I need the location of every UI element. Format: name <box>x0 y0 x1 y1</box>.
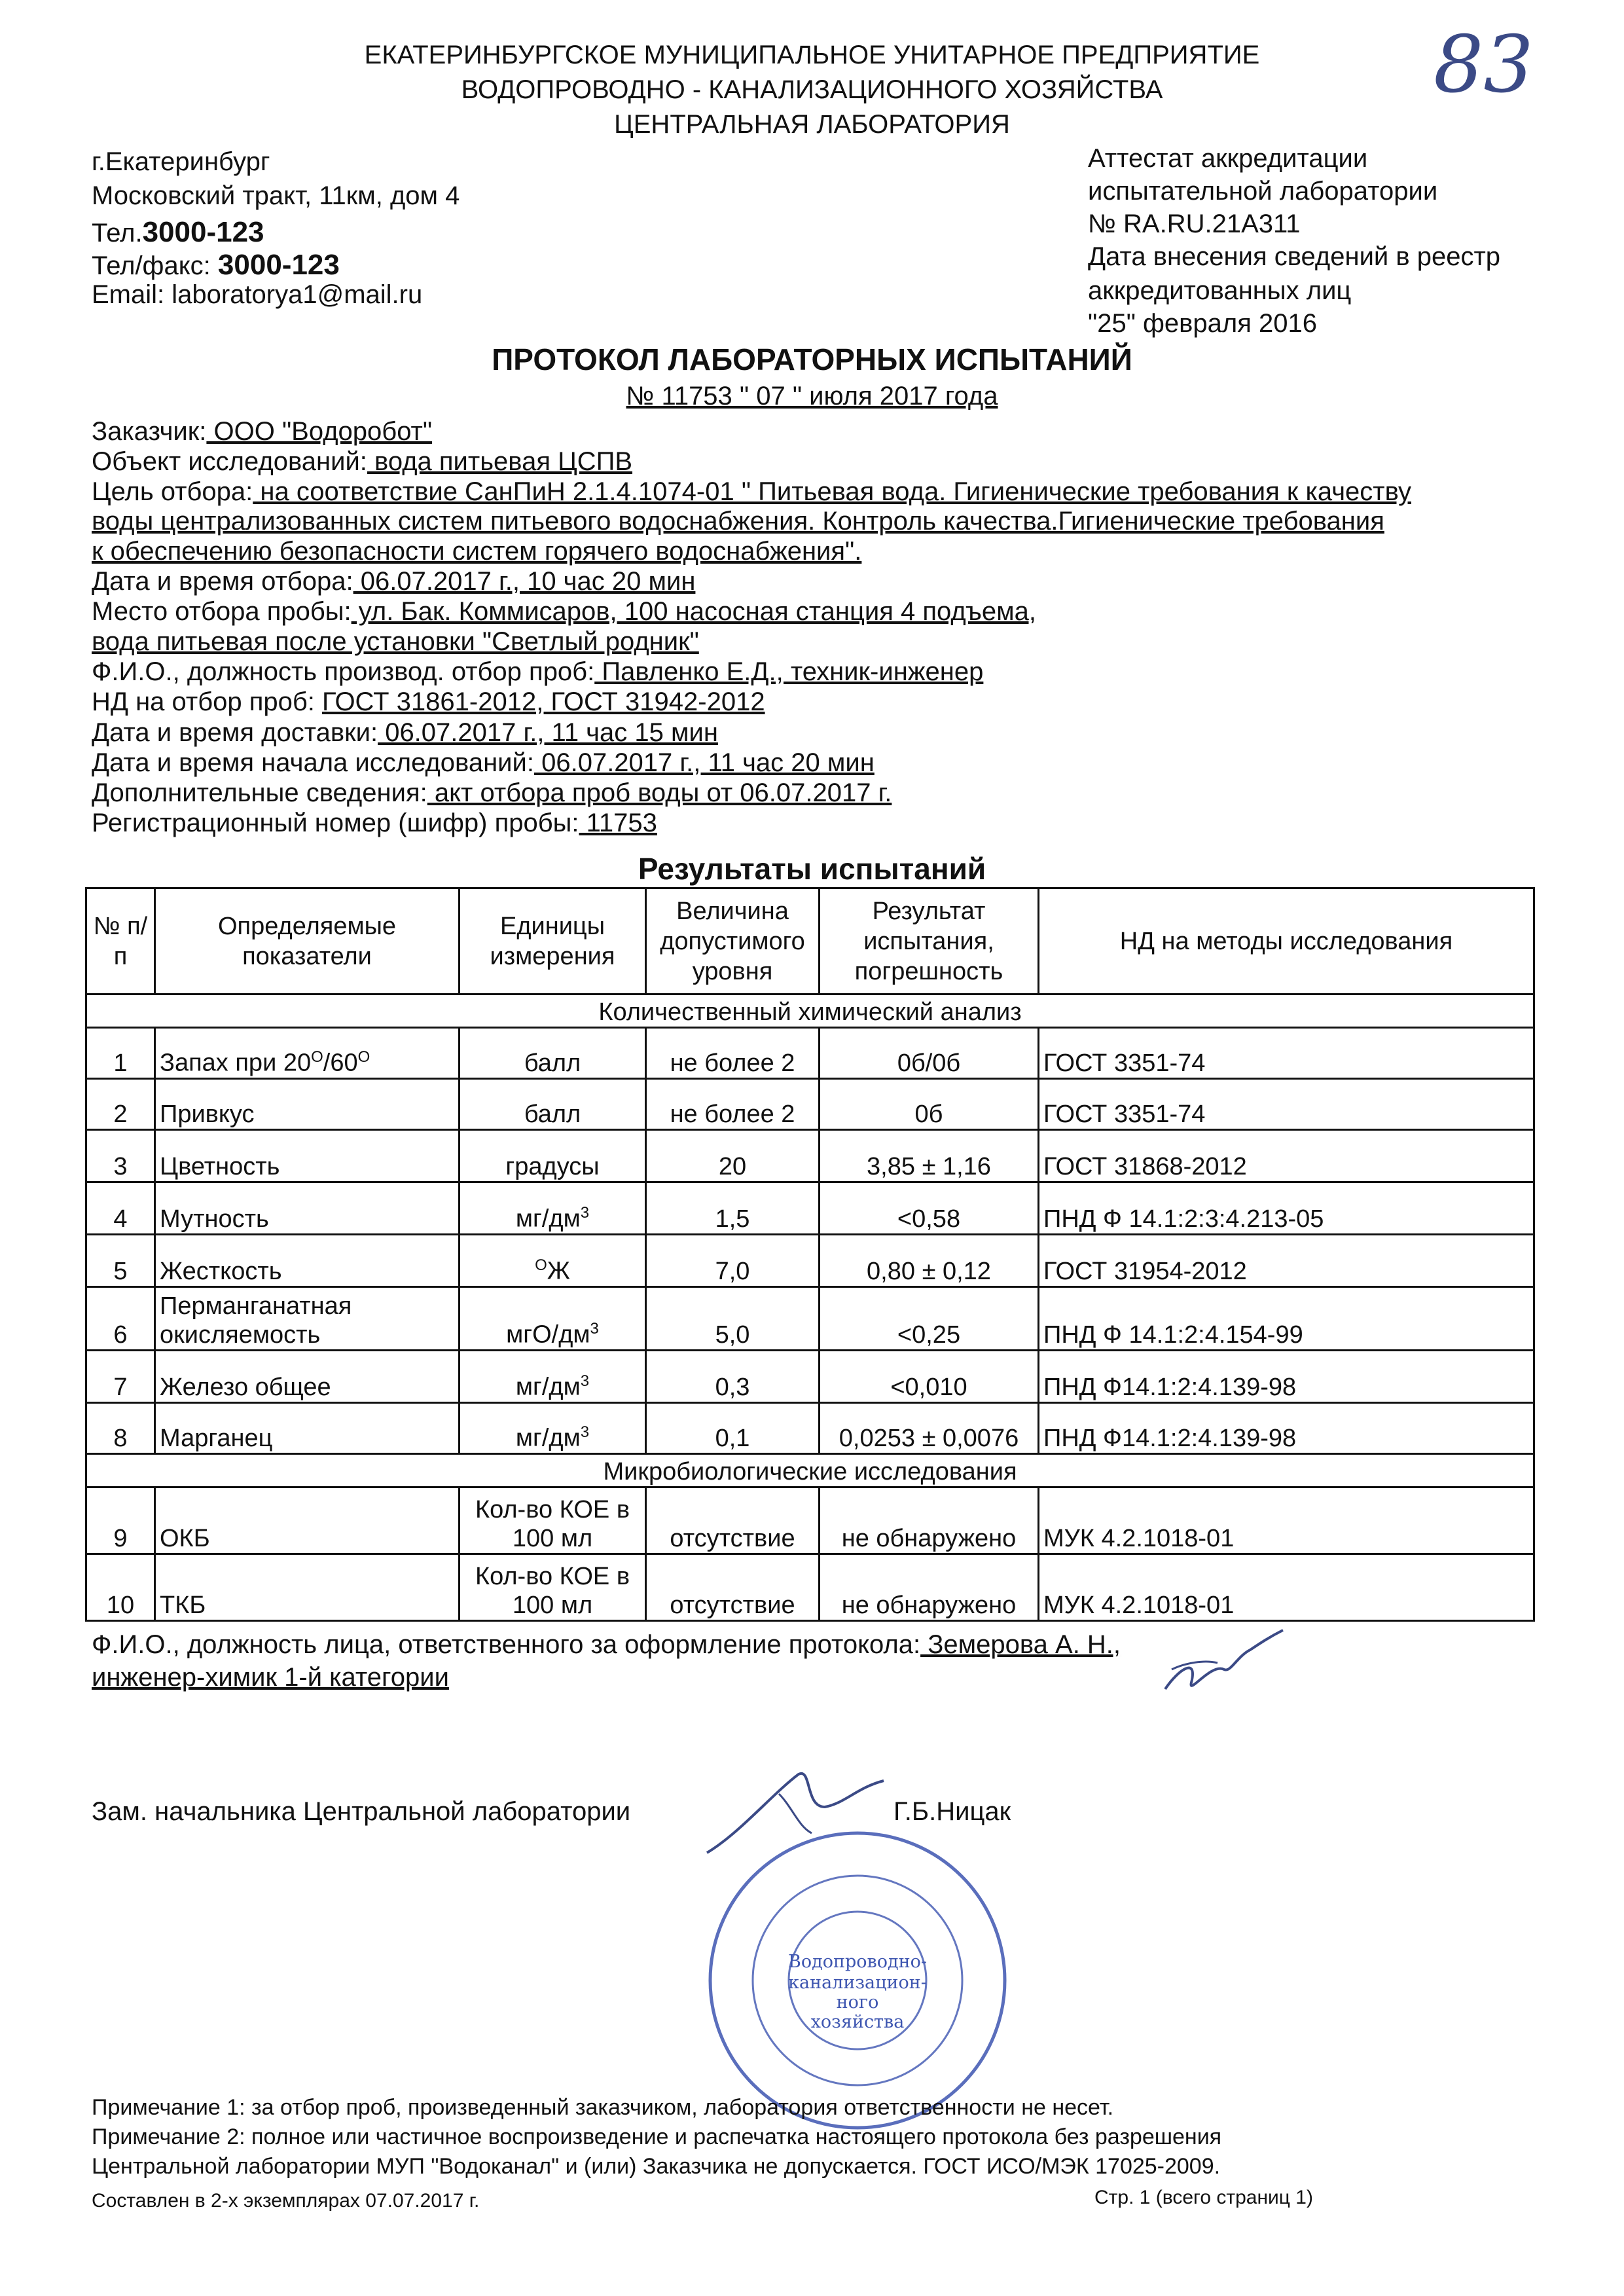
row-result: 0б <box>820 1079 1039 1130</box>
purpose-value-3: к обеспечению безопасности систем горячего водоснабжения". <box>92 537 862 566</box>
organization-stamp <box>704 1827 1011 2134</box>
row-result: 0,0253 ± 0,0076 <box>820 1403 1039 1454</box>
results-table <box>85 887 1535 1622</box>
object-row <box>92 447 632 477</box>
row-limit: отсутствие <box>646 1487 820 1554</box>
row-method: ПНД Ф14.1:2:4.139-98 <box>1039 1351 1534 1403</box>
copies-note: Составлен в 2-х экземплярах 07.07.2017 г. <box>92 2190 480 2212</box>
row-num: 1 <box>86 1028 155 1079</box>
nd-label: НД на отбор проб: <box>92 687 323 716</box>
row-name: Мутность <box>155 1182 460 1235</box>
accreditation-6: "25" февраля 2016 <box>1088 309 1317 338</box>
email: Email: laboratorya1@mail.ru <box>92 280 423 309</box>
row-name: Привкус <box>155 1079 460 1130</box>
row-result: 3,85 ± 1,16 <box>820 1130 1039 1182</box>
row-num: 7 <box>86 1351 155 1403</box>
org-line1: ЕКАТЕРИНБУРГСКОЕ МУНИЦИПАЛЬНОЕ УНИТАРНОЕ ПРЕДПРИЯТИЕ <box>364 41 1260 69</box>
header-num: № п/п <box>86 888 155 994</box>
sampling-label: Дата и время отбора: <box>92 567 353 596</box>
row-name: ТКБ <box>155 1554 460 1621</box>
section-micro-label: Микробиологические исследования <box>86 1454 1534 1487</box>
start-row <box>92 748 875 778</box>
table-row <box>86 1487 1534 1554</box>
accreditation-3: № RA.RU.21A311 <box>1088 210 1301 238</box>
fax-row <box>92 249 340 282</box>
row-unit: Кол-во КОЕ в 100 мл <box>460 1487 646 1554</box>
responsible-name: Земерова А. Н., <box>920 1630 1121 1659</box>
row-limit: 1,5 <box>646 1182 820 1235</box>
nd-value: ГОСТ 31861-2012, ГОСТ 31942-2012 <box>322 687 765 716</box>
section-chemical <box>86 994 1534 1028</box>
row-num: 10 <box>86 1554 155 1621</box>
row-unit: Кол-во КОЕ в 100 мл <box>460 1554 646 1621</box>
header-result: Результат испытания, погрешность <box>820 888 1039 994</box>
reg-label: Регистрационный номер (шифр) пробы: <box>92 809 579 837</box>
place-label: Место отбора пробы: <box>92 597 352 626</box>
row-num: 3 <box>86 1130 155 1182</box>
row-limit: 7,0 <box>646 1235 820 1287</box>
row-method: ГОСТ 31954-2012 <box>1039 1235 1534 1287</box>
row-result: <0,58 <box>820 1182 1039 1235</box>
accreditation-4: Дата внесения сведений в реестр <box>1088 242 1501 271</box>
row-unit: мгО/$дм^3$ <box>460 1287 646 1351</box>
svg-text:канализацион-: канализацион- <box>788 1973 927 1993</box>
phone-row <box>92 216 264 249</box>
row-result: 0,80 ± 0,12 <box>820 1235 1039 1287</box>
header-limit: Величина допустимого уровня <box>646 888 820 994</box>
nd-row <box>92 687 765 717</box>
row-method: МУК 4.2.1018-01 <box>1039 1487 1534 1554</box>
reg-row <box>92 809 657 838</box>
row-unit: балл <box>460 1028 646 1079</box>
object-value: вода питьевая ЦСПВ <box>367 447 633 476</box>
row-unit: $^О$Ж <box>460 1235 646 1287</box>
table-row <box>86 1182 1534 1235</box>
row-limit: 20 <box>646 1130 820 1182</box>
protocol-number: № 11753 " 07 " июля 2017 года <box>626 382 998 410</box>
customer-label: Заказчик: <box>92 417 207 446</box>
row-limit: 5,0 <box>646 1287 820 1351</box>
place-value-2: вода питьевая после установки "Светлый родник" <box>92 627 699 656</box>
row-name: Перманганатная окисляемость <box>155 1287 460 1351</box>
row-num: 5 <box>86 1235 155 1287</box>
row-name: Жесткость <box>155 1235 460 1287</box>
signature-responsible <box>1152 1624 1296 1709</box>
row-unit: градусы <box>460 1130 646 1182</box>
row-name: Цветность <box>155 1130 460 1182</box>
delivery-value: 06.07.2017 г., 11 час 15 мин <box>378 718 718 747</box>
header-indicator: Определяемые показатели <box>155 888 460 994</box>
extra-value: акт отбора проб воды от 06.07.2017 г. <box>427 778 892 807</box>
row-limit: не более 2 <box>646 1028 820 1079</box>
fax-label: Тел/факс: <box>92 251 211 280</box>
row-name: Запах при $20^О/60^О$ <box>155 1028 460 1079</box>
table-row <box>86 1235 1534 1287</box>
deputy-name: Г.Б.Ницак <box>893 1797 1011 1826</box>
row-unit: $мг/дм^3$ <box>460 1182 646 1235</box>
object-label: Объект исследований: <box>92 447 367 476</box>
row-method: ГОСТ 31868-2012 <box>1039 1130 1534 1182</box>
purpose-label: Цель отбора: <box>92 477 253 506</box>
note-2: Примечание 2: полное или частичное воспроизведение и распечатка настоящего протокола без разрешения <box>92 2124 1222 2149</box>
org-line2: ВОДОПРОВОДНО - КАНАЛИЗАЦИОННОГО ХОЗЯЙСТВА <box>461 75 1163 104</box>
row-num: 2 <box>86 1079 155 1130</box>
row-result: 0б/0б <box>820 1028 1039 1079</box>
svg-text:ного: ного <box>836 1992 879 2013</box>
row-num: 9 <box>86 1487 155 1554</box>
responsible-label: Ф.И.О., должность лица, ответственного за оформление протокола: <box>92 1630 921 1659</box>
note-1: Примечание 1: за отбор проб, произведенный заказчиком, лаборатория ответственности не несет. <box>92 2095 1114 2120</box>
purpose-row <box>92 477 1411 507</box>
section-chemical-label: Количественный химический анализ <box>86 994 1534 1028</box>
person-row <box>92 657 983 687</box>
row-unit: $мг/дм^3$ <box>460 1403 646 1454</box>
row-method: ПНД Ф 14.1:2:3:4.213-05 <box>1039 1182 1534 1235</box>
table-row <box>86 1079 1534 1130</box>
phone-label: Тел. <box>92 219 143 247</box>
row-method: ПНД Ф 14.1:2:4.154-99 <box>1039 1287 1534 1351</box>
row-name: Марганец <box>155 1403 460 1454</box>
purpose-value-2: воды централизованных систем питьевого водоснабжения. Контроль качества.Гигиенические требования <box>92 507 1384 536</box>
sampling-value: 06.07.2017 г., 10 час 20 мин <box>353 567 696 596</box>
row-result: <0,010 <box>820 1351 1039 1403</box>
purpose-value-1: на соответствие СанПиН 2.1.4.1074-01 " Питьевая вода. Гигиенические требования к качеству <box>253 477 1411 506</box>
row-result: не обнаружено <box>820 1554 1039 1621</box>
row-method: ПНД Ф14.1:2:4.139-98 <box>1039 1403 1534 1454</box>
row-num: 8 <box>86 1403 155 1454</box>
table-row <box>86 1130 1534 1182</box>
person-label: Ф.И.О., должность производ. отбор проб: <box>92 657 595 686</box>
extra-row <box>92 778 892 808</box>
accreditation-1: Аттестат аккредитации <box>1088 144 1368 173</box>
customer-row <box>92 417 432 446</box>
note-3: Центральной лаборатории МУП "Водоканал" и (или) Заказчика не допускается. ГОСТ ИСО/МЭК 17025-2009. <box>92 2154 1221 2179</box>
accreditation-2: испытательной лаборатории <box>1088 177 1438 206</box>
accreditation-5: аккредитованных лиц <box>1088 276 1352 305</box>
start-label: Дата и время начала исследований: <box>92 748 534 777</box>
table-row <box>86 1351 1534 1403</box>
handwritten-page-mark: 83 <box>1434 20 1534 111</box>
results-title: Результаты испытаний <box>638 852 986 886</box>
reg-value: 11753 <box>579 809 657 837</box>
table-row <box>86 1287 1534 1351</box>
customer-value: ООО "Водоробот" <box>206 417 433 446</box>
row-limit: 0,3 <box>646 1351 820 1403</box>
org-line3: ЦЕНТРАЛЬНАЯ ЛАБОРАТОРИЯ <box>614 110 1010 139</box>
row-num: 6 <box>86 1287 155 1351</box>
person-value: Павленко Е.Д., техник-инженер <box>594 657 984 686</box>
delivery-row <box>92 718 718 748</box>
page-number: Стр. 1 (всего страниц 1) <box>1094 2187 1313 2208</box>
table-row <box>86 1403 1534 1454</box>
row-method: ГОСТ 3351-74 <box>1039 1028 1534 1079</box>
phone-value: 3000-123 <box>142 216 264 248</box>
fax-value: 3000-123 <box>217 249 340 281</box>
table-row <box>86 1028 1534 1079</box>
row-name: ОКБ <box>155 1487 460 1554</box>
row-method: МУК 4.2.1018-01 <box>1039 1554 1534 1621</box>
row-limit: не более 2 <box>646 1079 820 1130</box>
row-result: <0,25 <box>820 1287 1039 1351</box>
svg-text:Водопроводно-: Водопроводно- <box>788 1952 927 1972</box>
row-name: Железо общее <box>155 1351 460 1403</box>
delivery-label: Дата и время доставки: <box>92 718 378 747</box>
address: Московский тракт, 11км, дом 4 <box>92 181 460 210</box>
sampling-row <box>92 567 695 596</box>
start-value: 06.07.2017 г., 11 час 20 мин <box>533 748 875 777</box>
row-method: ГОСТ 3351-74 <box>1039 1079 1534 1130</box>
responsible-row <box>92 1630 1121 1660</box>
svg-text:хозяйства: хозяйства <box>810 2012 905 2032</box>
row-result: не обнаружено <box>820 1487 1039 1554</box>
section-micro <box>86 1454 1534 1487</box>
place-row <box>92 597 1036 627</box>
deputy-title: Зам. начальника Центральной лаборатории <box>92 1797 631 1826</box>
city: г.Екатеринбург <box>92 147 270 176</box>
row-unit: $мг/дм^3$ <box>460 1351 646 1403</box>
row-limit: 0,1 <box>646 1403 820 1454</box>
table-row <box>86 1554 1534 1621</box>
header-method: НД на методы исследования <box>1039 888 1534 994</box>
row-unit: балл <box>460 1079 646 1130</box>
extra-label: Дополнительные сведения: <box>92 778 427 807</box>
place-value-1: ул. Бак. Коммисаров, 100 насосная станция 4 подъема, <box>351 597 1036 626</box>
row-limit: отсутствие <box>646 1554 820 1621</box>
table-header-row <box>86 888 1534 994</box>
protocol-title: ПРОТОКОЛ ЛАБОРАТОРНЫХ ИСПЫТАНИЙ <box>492 342 1132 376</box>
responsible-position: инженер-химик 1-й категории <box>92 1663 449 1692</box>
header-unit: Единицы измерения <box>460 888 646 994</box>
row-num: 4 <box>86 1182 155 1235</box>
